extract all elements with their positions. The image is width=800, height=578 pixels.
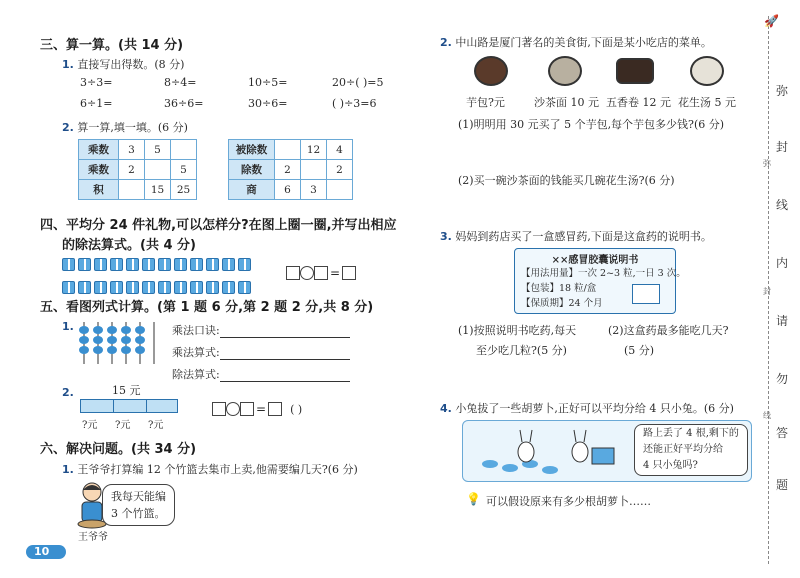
noodles-icon [548, 56, 582, 86]
gift-icon[interactable] [94, 258, 107, 271]
r-q2-text: 中山路是厦门著名的美食街,下面是某小吃店的菜单。 [455, 36, 712, 49]
rocket-icon: 🚀 [764, 14, 779, 28]
s3-q2 [62, 119, 188, 135]
r-q2 [440, 34, 712, 50]
table-header: 乘数 [79, 160, 119, 180]
menu-item: 花生汤 5 元 [678, 96, 736, 109]
gift-icon[interactable] [238, 281, 251, 294]
gift-icon[interactable] [142, 281, 155, 294]
s5-q2-label [62, 386, 74, 399]
bubble-line: 路上丢了 4 根,剩下的 [643, 428, 739, 439]
card-line: 【包装】18 粒/盒 [521, 283, 597, 294]
gift-icon[interactable] [158, 281, 171, 294]
table-cell[interactable] [119, 180, 145, 200]
calc-item: 8÷4= [164, 76, 197, 89]
s6-q1 [62, 461, 358, 477]
medicine-instruction-card [514, 248, 686, 314]
gift-icon[interactable] [110, 258, 123, 271]
r-q2-sub1: (1)明明用 30 元买了 5 个芋包,每个芋包多少钱?(6 分) [458, 118, 725, 131]
table-cell[interactable]: 4 [327, 140, 353, 160]
card-line: 【保质期】24 个月 [521, 298, 603, 309]
rabbit-speech-bubble [634, 424, 748, 476]
calc-item: ( )÷3=6 [332, 97, 377, 110]
taro-bun-icon [474, 56, 508, 86]
gift-icon[interactable] [142, 258, 155, 271]
gift-icon[interactable] [94, 281, 107, 294]
calc-row2 [80, 97, 377, 110]
r-q2-label: 2. [440, 36, 452, 49]
gift-icon[interactable] [62, 281, 75, 294]
spine-char: 内 [776, 256, 789, 270]
price-parts [82, 416, 163, 431]
s3-q2-text: 算一算,填一填。(6 分) [77, 121, 188, 134]
division-formula-boxes: = [286, 262, 356, 281]
calc-item: 30÷6= [248, 97, 288, 110]
table-cell[interactable] [171, 140, 197, 160]
gift-icon[interactable] [190, 281, 203, 294]
gift-icon[interactable] [158, 258, 171, 271]
spine-char: 封 [776, 140, 789, 154]
section4-title-2: 的除法算式。(共 4 分) [62, 238, 196, 253]
answer-box[interactable] [212, 402, 226, 416]
gift-icon[interactable] [222, 281, 235, 294]
gift-icon[interactable] [190, 258, 203, 271]
table-header: 除数 [229, 160, 275, 180]
operator-circle[interactable] [300, 266, 314, 280]
section4-title-1: 四、平均分 24 件礼物,可以怎样分?在图上圈一圈,并写出相应 [40, 218, 397, 233]
table-cell[interactable]: 2 [327, 160, 353, 180]
gift-icon[interactable] [78, 281, 91, 294]
r-q2-sub2: (2)买一碗沙茶面的钱能买几碗花生汤?(6 分) [458, 174, 675, 187]
table-cell[interactable] [275, 140, 301, 160]
gift-icon[interactable] [206, 281, 219, 294]
spine-char: 勿 [776, 372, 789, 386]
spine-small-char: 线 [763, 411, 771, 420]
r-q3-sub1b: 至少吃几粒?(5 分) [476, 344, 567, 357]
table-cell[interactable]: 6 [275, 180, 301, 200]
answer-line[interactable] [220, 348, 350, 360]
peanut-soup-icon [690, 56, 724, 86]
formula-label: 乘法算式: [172, 346, 220, 359]
medicine-box-icon [632, 284, 660, 304]
division-table [228, 139, 353, 200]
r-q3-sub2b: (5 分) [624, 344, 655, 357]
spine-small-char: 封 [763, 287, 771, 296]
answer-box[interactable] [268, 402, 282, 416]
card-title: ××感冒胶囊说明书 [551, 255, 639, 266]
r-q3-text: 妈妈到药店买了一盒感冒药,下面是这盒药的说明书。 [455, 230, 712, 243]
section3-title: 三、算一算。(共 14 分) [40, 38, 184, 53]
table-header: 乘数 [79, 140, 119, 160]
part-label: ?元 [148, 420, 164, 431]
bubble-line: 3 个竹篮。 [111, 507, 166, 520]
calc-item: 6÷1= [80, 97, 113, 110]
hint-text: 可以假设原来有多少根胡萝卜…… [486, 495, 651, 508]
r-q3-sub2a: (2)这盒药最多能吃几天? [608, 324, 729, 337]
card-line: 【用法用量】一次 2~3 粒,一日 3 次。 [521, 268, 686, 279]
r-q4 [440, 400, 734, 416]
calc-item: 10÷5= [248, 76, 288, 89]
division-label: 除法算式: [172, 368, 220, 381]
answer-line[interactable] [220, 326, 350, 338]
menu-item: 沙茶面 10 元 [534, 96, 599, 109]
table-cell[interactable]: 5 [171, 160, 197, 180]
bubble-line: 还能正好平均分给 [643, 444, 723, 455]
spine-char: 线 [776, 198, 789, 212]
rabbit-carrot-icon [470, 426, 620, 478]
answer-box[interactable] [286, 266, 300, 280]
section6-title: 六、解决问题。(共 34 分) [40, 442, 197, 457]
menu-item: 芋包?元 [466, 96, 505, 109]
table-header: 商 [229, 180, 275, 200]
s3-q2-label: 2. [62, 121, 74, 134]
calc-item: 36÷6= [164, 97, 204, 110]
table-cell[interactable]: 12 [301, 140, 327, 160]
part-label: ?元 [82, 420, 98, 431]
s6-q1-label: 1. [62, 463, 74, 476]
calc-item: 20÷( )=5 [332, 76, 384, 89]
spine-small-char: 弥 [763, 159, 771, 168]
price-formula-boxes: = ( ) [212, 398, 302, 417]
gift-icon[interactable] [126, 258, 139, 271]
spine-char: 弥 [776, 84, 789, 98]
calc-row1 [80, 76, 384, 89]
table-cell[interactable] [145, 160, 171, 180]
r-q3-label: 3. [440, 230, 452, 243]
gift-icon[interactable] [174, 281, 187, 294]
page-number: 10 [34, 545, 50, 558]
lightbulb-icon: 💡 [466, 492, 481, 506]
s3-q1-label: 1. [62, 58, 74, 71]
section5-title: 五、看图列式计算。(第 1 题 6 分,第 2 题 2 分,共 8 分) [40, 300, 374, 315]
menu-item: 五香卷 12 元 [606, 96, 671, 109]
operator-circle[interactable] [226, 402, 240, 416]
spring-roll-icon [616, 58, 654, 84]
table-cell[interactable] [301, 160, 327, 180]
table-cell[interactable]: 15 [145, 180, 171, 200]
answer-box[interactable] [314, 266, 328, 280]
s5-q2-number: 2. [62, 386, 74, 399]
table-header: 被除数 [229, 140, 275, 160]
s6-q1-text: 王爷爷打算编 12 个竹篮去集市上卖,他需要编几天?(6 分) [77, 463, 358, 476]
table-header: 积 [79, 180, 119, 200]
gift-icon[interactable] [238, 258, 251, 271]
unit-paren: ( ) [290, 403, 303, 416]
division-formula-line [172, 366, 350, 382]
spine-char: 题 [776, 478, 789, 492]
spine-char: 请 [776, 314, 789, 328]
gift-icon[interactable] [62, 258, 75, 271]
table-cell[interactable]: 3 [119, 140, 145, 160]
answer-box[interactable] [240, 402, 254, 416]
price-bar [80, 399, 178, 413]
part-label: ?元 [115, 420, 131, 431]
grandpa-name: 王爷爷 [78, 532, 108, 543]
total-price-label: 15 元 [112, 384, 141, 397]
r-q4-text: 小兔拔了一些胡萝卜,正好可以平均分给 4 只小兔。(6 分) [455, 402, 734, 415]
multiplication-rhyme-line [172, 322, 350, 338]
spine-char: 答 [776, 426, 789, 440]
gift-icon[interactable] [78, 258, 91, 271]
calc-item: 3÷3= [80, 76, 113, 89]
table-cell[interactable]: 5 [145, 140, 171, 160]
r-q3 [440, 228, 712, 244]
gift-icon[interactable] [126, 281, 139, 294]
multiplication-formula-line [172, 344, 350, 360]
gift-icon[interactable] [222, 258, 235, 271]
answer-line[interactable] [220, 370, 350, 382]
grandpa-speech-bubble [102, 484, 175, 526]
bubble-line: 我每天能编 [111, 490, 166, 503]
s3-q1 [62, 56, 184, 72]
gift-icon[interactable] [110, 281, 123, 294]
gift-icon[interactable] [206, 258, 219, 271]
table-cell[interactable] [327, 180, 353, 200]
gift-icon[interactable] [174, 258, 187, 271]
table-cell[interactable]: 25 [171, 180, 197, 200]
s3-q1-text: 直接写出得数。(8 分) [77, 58, 185, 71]
r-q4-label: 4. [440, 402, 452, 415]
s5-q1-label [62, 320, 74, 333]
table-cell[interactable]: 2 [275, 160, 301, 180]
table-cell[interactable]: 3 [301, 180, 327, 200]
table-cell[interactable]: 2 [119, 160, 145, 180]
abacus-icon [76, 320, 156, 366]
rhyme-label: 乘法口诀: [172, 324, 220, 337]
r-q3-sub1a: (1)按照说明书吃药,每天 [458, 324, 577, 337]
s5-q1-number: 1. [62, 320, 74, 333]
multiplication-table [78, 139, 197, 200]
answer-box[interactable] [342, 266, 356, 280]
bubble-line: 4 只小兔吗? [643, 460, 698, 471]
